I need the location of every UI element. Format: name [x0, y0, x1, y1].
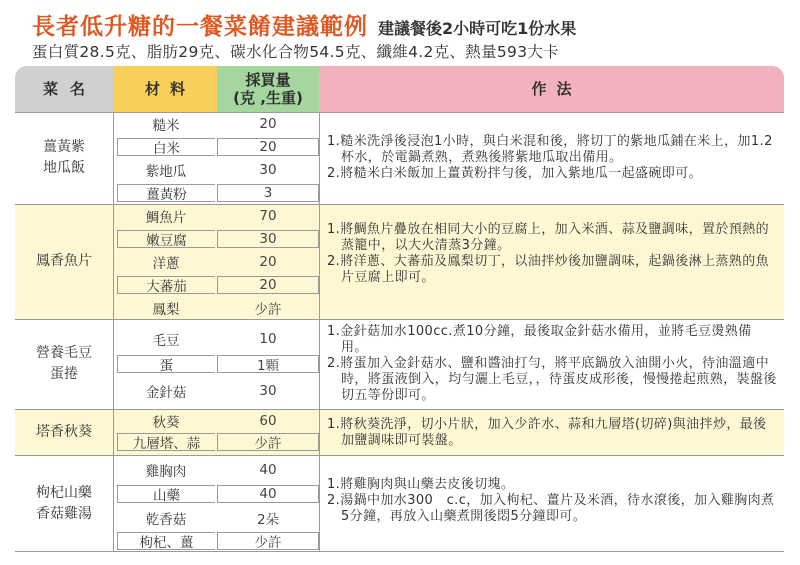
ingredient-name: 蛋: [117, 355, 215, 373]
ingredient-amount: 2朵: [256, 512, 280, 528]
ingredient-name: 洋蔥: [152, 256, 180, 272]
ingredient-name: 紫地瓜: [145, 164, 187, 180]
method-step: 1.金針菇加水100cc.煮10分鐘，最後取金針菇水備用，並將毛豆燙熟備用。: [327, 324, 752, 355]
recipe-table: [15, 66, 784, 552]
ingredient-amount: 10: [259, 331, 277, 347]
dish-row: [15, 409, 784, 455]
dish-name: [15, 319, 113, 409]
ingredient-amount: 1顆: [217, 355, 319, 373]
ingredient-name: 山藥: [117, 485, 215, 503]
ingredient-name: 大蕃茄: [117, 276, 215, 294]
title-line: [32, 8, 576, 40]
row-divider: [15, 409, 784, 410]
ingredient-amount: 30: [259, 162, 277, 178]
method-text: [327, 324, 777, 404]
dish-row: [15, 112, 784, 204]
ingredient-name: 雞胸肉: [145, 464, 187, 480]
row-divider: [15, 319, 784, 320]
header-amount-line2: (克 ,生重): [233, 89, 303, 107]
method-step: 1.糙米洗淨後浸泡1小時，與白米混和後，將切丁的紫地瓜鋪在米上，加1.2杯水，於電鍋煮熟，煮熟後將紫地瓜取出備用。: [327, 134, 773, 165]
dish-row: [15, 319, 784, 409]
header-materials: 材料: [113, 66, 217, 112]
nutrition-summary: 蛋白質28.5克、脂肪29克、碳水化合物54.5克、纖維4.2克、熱量593大卡: [32, 43, 559, 61]
method-step: 2.湯鍋中加水300 c.c，加入枸杞、薑片及米酒，待水滾後，加入雞胸肉煮5分鐘，再放入山藥煮開後悶5分鐘即可。: [327, 493, 775, 524]
dish-name-line: 薑黃紫: [43, 139, 85, 155]
ingredient-amount: 60: [259, 413, 277, 429]
row-divider: [15, 551, 784, 552]
ingredient-amount: 20: [217, 138, 319, 156]
ingredient-amount: 20: [217, 276, 319, 294]
ingredient-amount: 70: [259, 208, 277, 224]
ingredient-amount: 20: [259, 254, 277, 270]
ingredient-name: 枸杞、薑: [117, 532, 215, 550]
ingredient-amount: 20: [259, 116, 277, 132]
ingredient-amount: 少許: [217, 433, 319, 451]
column-divider: [319, 112, 320, 552]
ingredient-name: 乾香菇: [145, 512, 187, 528]
ingredient-amount: 3: [217, 184, 319, 202]
ingredient-name: 秋葵: [152, 415, 180, 431]
row-divider: [15, 112, 784, 113]
method-text: [327, 222, 777, 286]
dish-row: [15, 204, 784, 319]
column-divider: [113, 112, 114, 552]
dish-name: [15, 409, 113, 455]
ingredient-name: 鳳梨: [152, 302, 180, 318]
dish-name: [15, 204, 113, 319]
ingredient-name: 九層塔、蒜: [117, 433, 215, 451]
row-divider: [15, 204, 784, 205]
method-text: [327, 477, 777, 525]
method-step: 2.將蛋加入金針菇水、鹽和醬油打勻，將平底鍋放入油開小火，待油溫適中時，將蛋液倒入，均勻灑上毛豆，，待蛋皮成形後，慢慢捲起煎熟，裝盤後切五等份即可。: [327, 356, 777, 403]
ingredient-name: 金針菇: [145, 385, 187, 401]
dish-name-line: 營養毛豆: [36, 345, 92, 361]
dish-name: [15, 112, 113, 204]
method-step: 1.將鯛魚片疊放在相同大小的豆腐上，加入米酒、蒜及鹽調味，置於預熱的蒸籠中，以大火清蒸3分鐘。: [327, 222, 770, 253]
method-step: 1.將秋葵洗淨，切小片狀，加入少許水、蒜和九層塔(切碎)與油拌炒，最後加鹽調味即可裝盤。: [327, 417, 767, 448]
ingredient-name: 毛豆: [152, 333, 180, 349]
method-step: 1.將雞胸肉與山藥去皮後切塊。: [327, 477, 515, 492]
ingredient-name: 薑黃粉: [117, 184, 215, 202]
dish-name-line: 鳳香魚片: [36, 253, 92, 269]
fruit-note: 建議餐後2小時可吃1份水果: [378, 19, 577, 38]
method-text: [327, 417, 777, 449]
row-divider: [15, 455, 784, 456]
dish-name: [15, 455, 113, 552]
dish-row: [15, 455, 784, 552]
method-step: 2.將糙米白米飯加上薑黃粉拌勻後，加入紫地瓜一起盛碗即可。: [327, 166, 703, 181]
header-dish: 菜名: [15, 66, 113, 112]
header-method: 作法: [319, 66, 784, 112]
ingredient-amount: 30: [217, 230, 319, 248]
ingredient-name: 鯛魚片: [145, 210, 187, 226]
dish-name-line: 蛋捲: [50, 366, 78, 382]
ingredient-name: 嫩豆腐: [117, 230, 215, 248]
method-step: 2.將洋蔥、大蕃茄及鳳梨切丁，以油拌炒後加鹽調味，起鍋後淋上蒸熟的魚片豆腐上即可。: [327, 254, 770, 285]
dish-name-line: 香菇雞湯: [36, 505, 92, 522]
ingredient-name: 白米: [117, 138, 215, 156]
ingredient-amount: 40: [259, 462, 277, 478]
page-title: 長者低升糖的一餐菜餚建議範例: [32, 14, 368, 40]
ingredient-amount: 30: [259, 383, 277, 399]
header-amount: [217, 66, 319, 112]
ingredient-amount: 40: [217, 485, 319, 503]
ingredient-amount: 少許: [217, 532, 319, 550]
header-amount-line1: 採買量: [245, 71, 291, 89]
ingredient-name: 糙米: [152, 118, 180, 134]
ingredient-amount: 少許: [254, 302, 282, 318]
dish-name-line: 地瓜飯: [43, 160, 85, 176]
dish-name-line: 枸杞山藥: [36, 484, 92, 501]
method-text: [327, 134, 777, 182]
dish-name-line: 塔香秋葵: [36, 423, 92, 440]
